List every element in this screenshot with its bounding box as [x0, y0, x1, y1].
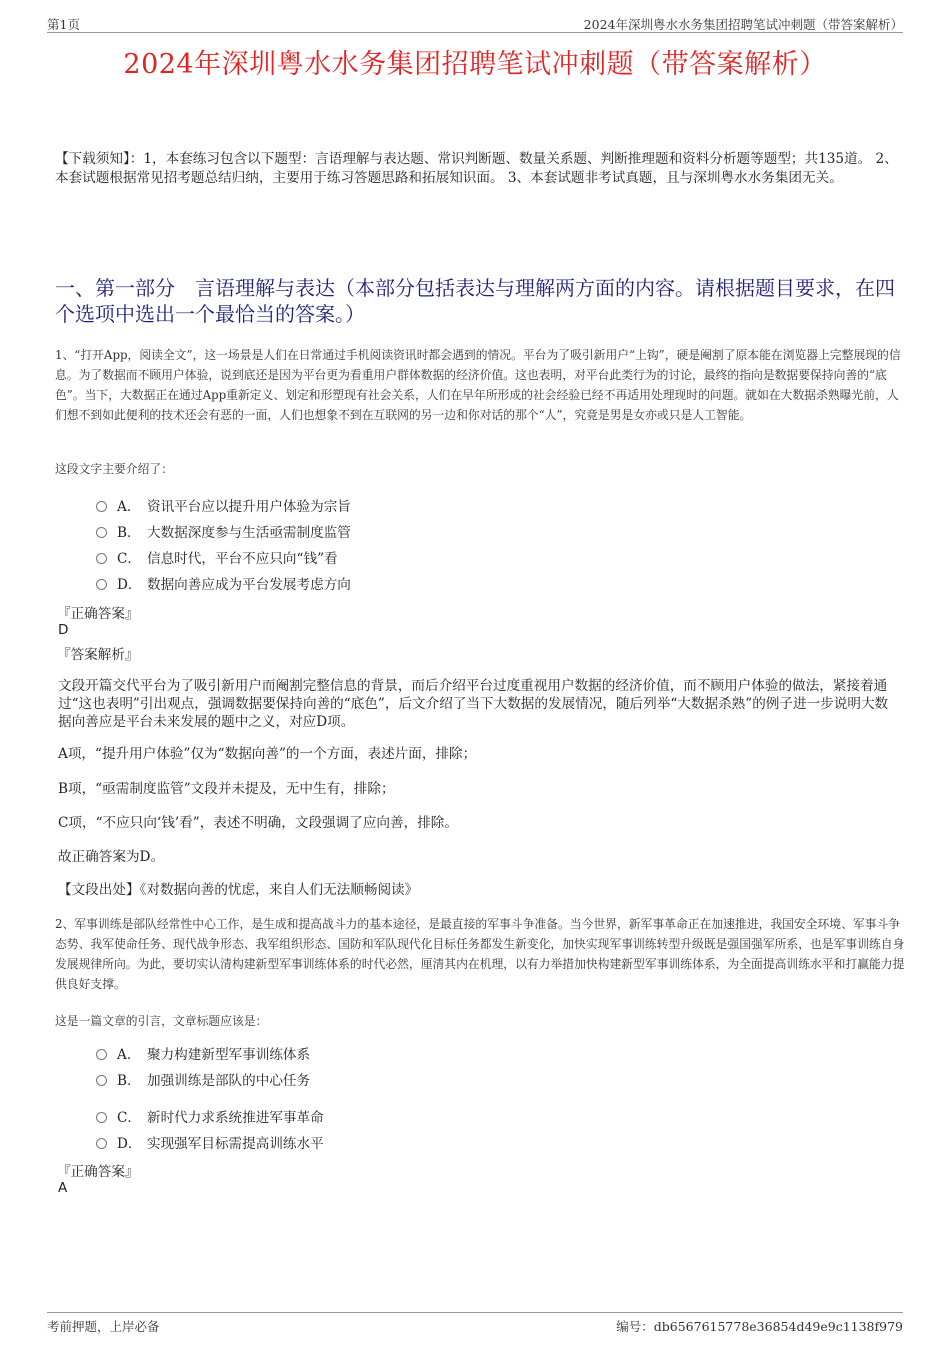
- analysis-note-b: B项，“亟需制度监管”文段并未提及，无中生有，排除；: [58, 781, 395, 797]
- question-2-option-a[interactable]: [96, 1042, 310, 1064]
- question-1-option-a[interactable]: [96, 494, 351, 516]
- option-text: 新时代力求系统推进军事革命: [147, 1110, 324, 1126]
- analysis-note-c: C项，“不应只向‘钱’看”，表述不明确，文段强调了应向善，排除。: [58, 815, 458, 831]
- question-2-option-b[interactable]: [96, 1068, 310, 1090]
- option-text: 资讯平台应以提升用户体验为宗旨: [147, 499, 351, 515]
- radio-icon[interactable]: [96, 527, 107, 538]
- document-title: 2024年深圳粤水水务集团招聘笔试冲刺题（带答案解析）: [123, 49, 827, 80]
- option-letter: B．: [117, 1073, 141, 1089]
- radio-icon[interactable]: [96, 579, 107, 590]
- correct-answer: A: [58, 1180, 68, 1196]
- answer-label: 『正确答案』: [57, 1164, 139, 1180]
- question-2-option-d[interactable]: [96, 1131, 324, 1153]
- analysis-note-a: A项，“提升用户体验”仅为“数据向善”的一个方面，表述片面，排除；: [58, 746, 477, 762]
- analysis-label: 『答案解析』: [57, 647, 139, 663]
- download-notice: 【下载须知】：1，本套练习包含以下题型：言语理解与表达题、常识判断题、数量关系题、判断推理题和资料分析题等题型；共135道。 2、本套试题根据常见招考题总结归纳，主要用于练习答题思路和拓展知识面。 3、本套试题非考试真题，且与深圳粤水水务集团无关。: [55, 151, 898, 186]
- question-1-text: 1、“打开App，阅读全文”，这一场景是人们在日常通过手机阅读资讯时都会遇到的情况。平台为了吸引新用户“上钩”，硬是阉割了原本能在浏览器上完整展现的信息。为了数据而不顾用户体验，说到底还是因为平台更为看重用户群体数据的经济价值。这也表明，对平台此类行为的讨论，最终的指向是数据要保持向善的“底色”。当下，大数据正在通过App重新定义、划定和形塑现有社会关系，人们在早年所形成的社会经验已经不再适用处理现时的问题。就如在大数据杀熟曝光前，人们想不到如此便利的技术还会有恶的一面，人们也想象不到在互联网的另一边和你对话的那个“人”，究竟是男是女亦或只是人工智能。: [55, 348, 901, 422]
- option-letter: C．: [117, 551, 141, 567]
- question-1-option-c[interactable]: [96, 546, 338, 568]
- answer-label: 『正确答案』: [57, 606, 139, 622]
- question-2-text: 2、军事训练是部队经常性中心工作，是生成和提高战斗力的基本途径，是最直接的军事斗争准备。当今世界，新军事革命正在加速推进，我国安全环境、军事斗争态势、我军使命任务、现代战争形态、我军组织形态、国防和军队现代化目标任务都发生新变化，加快实现军事训练转型升级既是强国强军所系，也是军事训练自身发展规律所向。为此，要切实认清构建新型军事训练体系的时代必然，厘清其内在机理，以有力举措加快构建新型军事训练体系，为全面提高训练水平和打赢能力提供良好支撑。: [55, 917, 905, 991]
- analysis-text: 文段开篇交代平台为了吸引新用户而阉割完整信息的背景，而后介绍平台过度重视用户数据的经济价值，而不顾用户体验的做法，紧接着通过“这也表明”引出观点，强调数据要保持向善的“底色”，后文介绍了当下大数据的发展情况，随后列举“大数据杀熟”的例子进一步说明大数据向善应是平台未来发展的题中之义，对应D项。: [58, 678, 889, 730]
- radio-icon[interactable]: [96, 1112, 107, 1123]
- page-footer: [47, 1312, 903, 1333]
- option-text: 数据向善应成为平台发展考虑方向: [147, 577, 351, 593]
- option-letter: D．: [117, 1136, 142, 1152]
- question-1-option-b[interactable]: [96, 520, 351, 542]
- section-heading: 一、第一部分 言语理解与表达（本部分包括表达与理解两方面的内容。请根据题目要求，在四个选项中选出一个最恰当的答案。）: [55, 276, 895, 326]
- option-letter: A．: [117, 499, 141, 515]
- question-1-option-d[interactable]: [96, 572, 351, 594]
- radio-icon[interactable]: [96, 1138, 107, 1149]
- question-2-prompt: 这是一篇文章的引言，文章标题应该是：: [55, 1014, 268, 1028]
- option-text: 聚力构建新型军事训练体系: [147, 1047, 311, 1063]
- option-letter: C．: [117, 1110, 141, 1126]
- footer-serial-number: 编号：db6567615778e36854d49e9c1138f979: [616, 1319, 903, 1334]
- page-header: [47, 14, 903, 33]
- option-text: 实现强军目标需提高训练水平: [147, 1136, 324, 1152]
- question-1-prompt: 这段文字主要介绍了：: [55, 462, 173, 476]
- option-text: 信息时代，平台不应只向“钱”看: [147, 551, 338, 567]
- radio-icon[interactable]: [96, 1049, 107, 1060]
- radio-icon[interactable]: [96, 501, 107, 512]
- option-letter: D．: [117, 577, 142, 593]
- question-2-option-c[interactable]: [96, 1105, 324, 1127]
- radio-icon[interactable]: [96, 553, 107, 564]
- option-letter: B．: [117, 525, 141, 541]
- page-number: 第1页: [47, 17, 80, 32]
- correct-answer: D: [58, 622, 69, 638]
- option-letter: A．: [117, 1047, 141, 1063]
- option-text: 大数据深度参与生活亟需制度监管: [147, 525, 351, 541]
- passage-source: 【文段出处】《对数据向善的忧虑，来自人们无法顺畅阅读》: [58, 882, 419, 898]
- analysis-conclusion: 故正确答案为D。: [58, 849, 165, 865]
- radio-icon[interactable]: [96, 1075, 107, 1086]
- header-doc-title: 2024年深圳粤水水务集团招聘笔试冲刺题（带答案解析）: [583, 17, 903, 32]
- footer-slogan: 考前押题，上岸必备: [47, 1319, 160, 1334]
- option-text: 加强训练是部队的中心任务: [147, 1073, 311, 1089]
